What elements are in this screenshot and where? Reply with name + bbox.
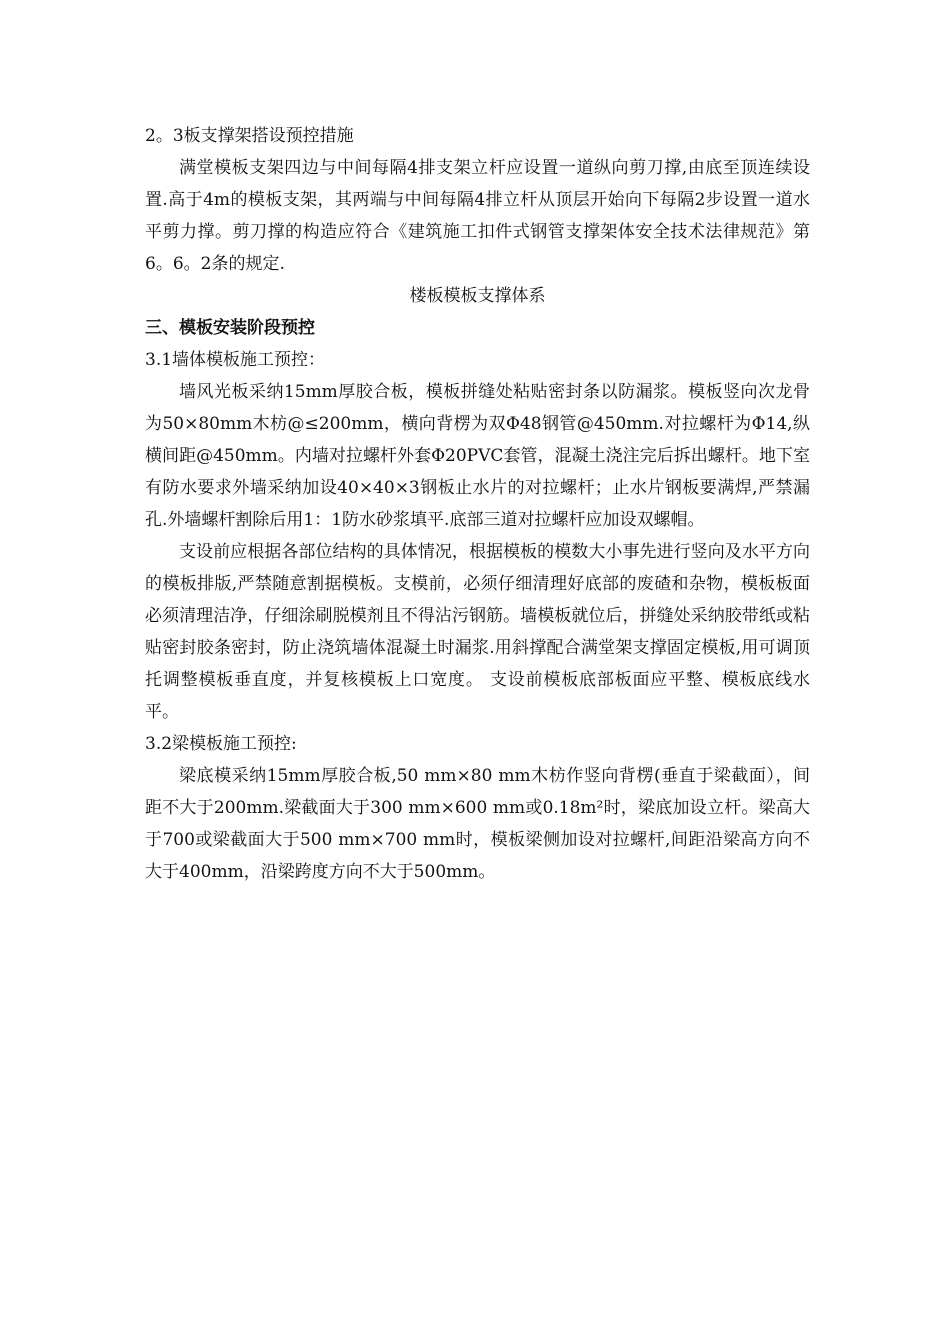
section-3-1-heading: 3.1墙体模板施工预控： [145,350,326,370]
document-body [145,120,810,888]
section-2-3-paragraph: 满堂模板支架四边与中间每隔4排支架立杆应设置一道纵向剪刀撑,由底至顶连续设置.高于4m的模板支架，其两端与中间每隔4排立杆从顶层开始向下每隔2步设置一道水平剪力撑。剪刀撑的构造应符合《建筑施工扣件式钢管支撑架体安全技术法律规范》第6。6。2条的规定. [145,158,810,274]
section-3-1-paragraph-2: 支设前应根据各部位结构的具体情况，根据模板的模数大小事先进行竖向及水平方向的模板排版,严禁随意割据模板。支模前，必须仔细清理好底部的废碴和杂物，模板板面必须清理洁净，仔细涂刷脱模剂且不得沾污钢筋。墙模板就位后，拼缝处采纳胶带纸或粘贴密封胶条密封，防止浇筑墙体混凝土时漏浆.用斜撑配合满堂架支撑固定模板,用可调顶托调整模板垂直度，并复核模板上口宽度。 支设前模板底部板面应平整、模板底线水平。 [145,542,810,722]
section-2-3-heading: 2。3板支撑架搭设预控措施 [145,126,354,146]
figure-caption: 楼板模板支撑体系 [409,286,546,306]
section-3-2-heading: 3.2梁模板施工预控: [145,734,297,754]
section-3-1-paragraph-1: 墙风光板采纳15mm厚胶合板，模板拼缝处粘贴密封条以防漏浆。模板竖向次龙骨为50×80mm木枋@≤200mm，横向背楞为双Φ48钢管@450mm.对拉螺杆为Φ14,纵横间距@450mm。内墙对拉螺杆外套Φ20PVC套管，混凝土浇注完后拆出螺杆。地下室有防水要求外墙采纳加设40×40×3钢板止水片的对拉螺杆；止水片钢板要满焊,严禁漏孔.外墙螺杆割除后用1：1防水砂浆填平.底部三道对拉螺杆应加设双螺帽。 [145,382,810,530]
section-3-heading: 三、模板安装阶段预控 [145,318,315,338]
section-3-2-paragraph: 梁底模采纳15mm厚胶合板,50 mm×80 mm木枋作竖向背楞(垂直于梁截面），间距不大于200mm.梁截面大于300 mm×600 mm或0.18m²时，梁底加设立杆。梁高大于700或梁截面大于500 mm×700 mm时，模板梁侧加设对拉螺杆,间距沿梁高方向不大于400mm，沿梁跨度方向不大于500mm。 [145,766,810,882]
